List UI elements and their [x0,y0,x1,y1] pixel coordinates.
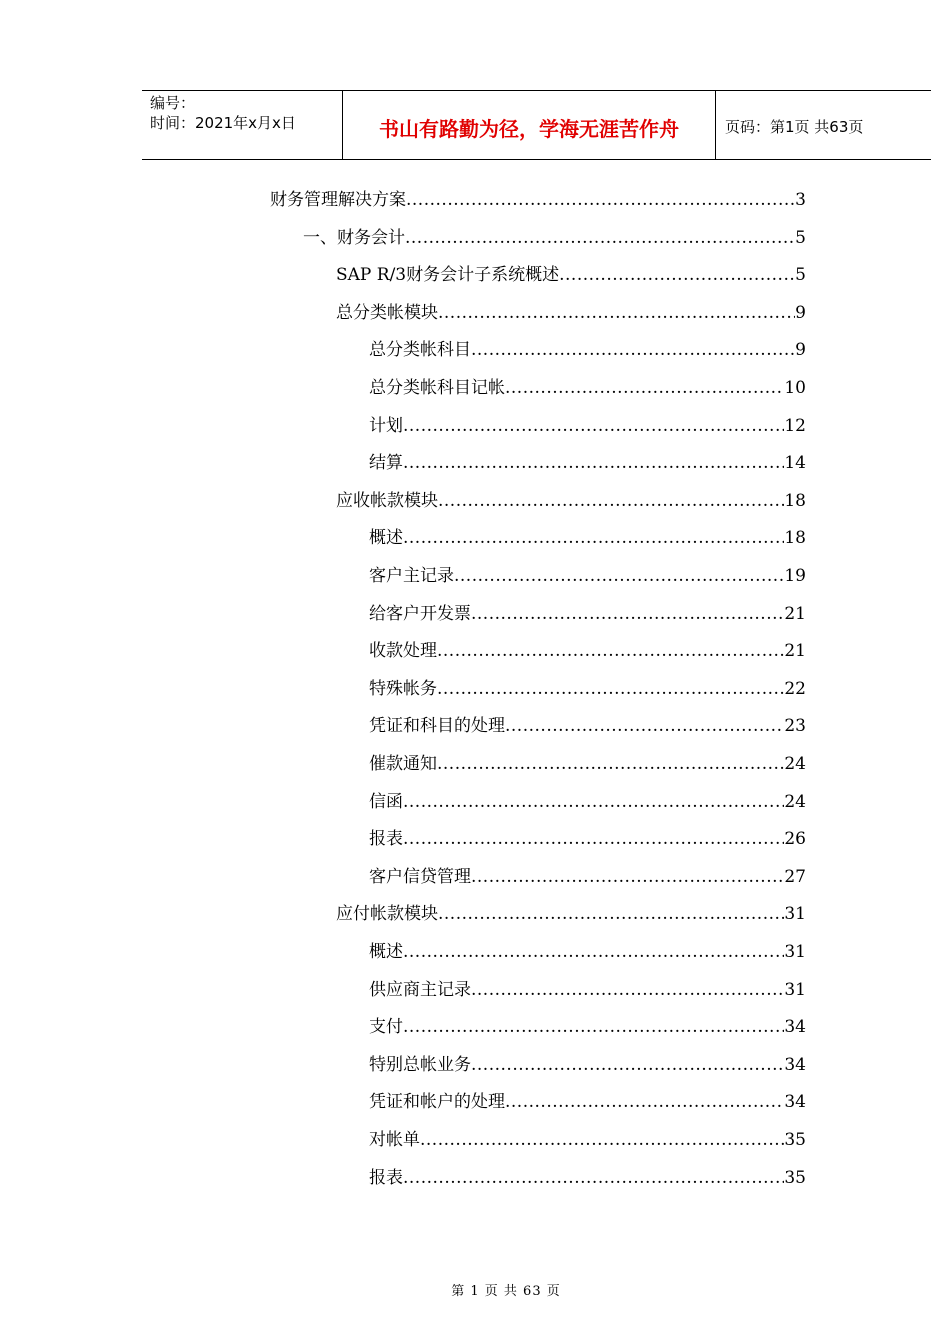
toc-entry-title: 客户信贷管理 [369,867,471,887]
toc-entry-page: 10 [784,378,806,398]
toc-leader-dots [405,227,795,249]
toc-entry-title: 特别总帐业务 [369,1055,471,1075]
toc-entry-page: 26 [784,829,806,849]
toc-entry-page: 5 [795,228,806,248]
toc-leader-dots [471,1054,784,1076]
toc-entry-title: 应收帐款模块 [336,491,438,511]
toc-entry-page: 18 [784,491,806,511]
toc-leader-dots [505,377,784,399]
number-label: 编号： [150,94,196,112]
toc-entry-title: 应付帐款模块 [336,904,438,924]
toc-entry-title: 概述 [369,942,403,962]
toc-entry[interactable] [303,221,806,249]
toc-leader-dots [403,452,784,474]
toc-entry[interactable] [369,409,806,437]
toc-entry-title: 凭证和科目的处理 [369,716,505,736]
toc-entry[interactable] [369,822,806,850]
toc-entry[interactable] [369,935,806,963]
toc-leader-dots [471,866,784,888]
toc-entry-page: 22 [784,679,806,699]
toc-entry-page: 31 [784,942,806,962]
toc-entry-title: 供应商主记录 [369,980,471,1000]
toc-entry-page: 27 [784,867,806,887]
toc-leader-dots [471,979,784,1001]
toc-entry[interactable] [369,672,806,700]
toc-entry[interactable] [369,709,806,737]
toc-entry[interactable] [369,747,806,775]
toc-entry-title: 总分类帐科目记帐 [369,378,505,398]
header-motto: 书山有路勤为径，学海无涯苦作舟 [343,91,716,159]
toc-entry-page: 12 [784,416,806,436]
toc-leader-dots [403,415,784,437]
toc-entry-title: 催款通知 [369,754,437,774]
toc-leader-dots [454,565,784,587]
toc-entry-title: 特殊帐务 [369,679,437,699]
toc-entry-page: 31 [784,904,806,924]
toc-leader-dots [559,264,795,286]
toc-leader-dots [505,715,784,737]
toc-entry[interactable] [336,897,806,925]
toc-leader-dots [403,527,784,549]
toc-leader-dots [403,1167,784,1189]
toc-entry-page: 14 [784,453,806,473]
toc-leader-dots [406,189,795,211]
toc-entry-page: 24 [784,754,806,774]
toc-entry-title: 报表 [369,829,403,849]
toc-entry-title: 报表 [369,1168,403,1188]
toc-entry[interactable] [369,634,806,662]
toc-entry-page: 34 [784,1017,806,1037]
toc-entry[interactable] [369,1085,806,1113]
toc-leader-dots [403,791,784,813]
page-footer: 第 1 页 共 63 页 [451,1284,561,1299]
toc-entry-page: 21 [784,641,806,661]
toc-leader-dots [437,753,784,775]
toc-entry-page: 9 [795,303,806,323]
toc-entry[interactable] [336,296,806,324]
toc-entry-title: 总分类帐科目 [369,340,471,360]
toc-entry-title: 计划 [369,416,403,436]
toc-entry-title: 一、财务会计 [303,228,405,248]
toc-entry-page: 18 [784,528,806,548]
toc-leader-dots [403,1016,784,1038]
toc-entry[interactable] [369,559,806,587]
toc-entry[interactable] [369,597,806,625]
toc-entry-page: 34 [784,1055,806,1075]
toc-leader-dots [437,640,784,662]
toc-entry[interactable] [369,333,806,361]
toc-leader-dots [438,903,784,925]
toc-leader-dots [420,1129,784,1151]
toc-entry[interactable] [369,1161,806,1189]
toc-entry-title: 财务管理解决方案 [270,190,406,210]
toc-entry-page: 9 [795,340,806,360]
page-header [142,90,931,160]
toc-leader-dots [403,828,784,850]
toc-entry-page: 5 [795,265,806,285]
toc-entry[interactable] [369,1010,806,1038]
toc-entry-title: 对帐单 [369,1130,420,1150]
toc-entry[interactable] [369,860,806,888]
toc-leader-dots [471,603,784,625]
toc-entry-title: 信函 [369,792,403,812]
toc-entry-title: 结算 [369,453,403,473]
toc-entry-page: 31 [784,980,806,1000]
toc-entry[interactable] [369,973,806,1001]
toc-entry-page: 35 [784,1130,806,1150]
toc-entry-page: 24 [784,792,806,812]
toc-entry-title: SAP R/3财务会计子系统概述 [336,265,560,285]
toc-entry-title: 客户主记录 [369,566,454,586]
toc-entry[interactable] [369,446,806,474]
toc-entry[interactable] [369,1123,806,1151]
toc-leader-dots [437,678,784,700]
toc-entry-title: 凭证和帐户的处理 [369,1092,505,1112]
toc-entry[interactable] [336,258,806,286]
toc-entry[interactable] [270,183,806,211]
toc-entry-page: 3 [795,190,806,210]
toc-entry-title: 给客户开发票 [369,604,471,624]
toc-entry-title: 支付 [369,1017,403,1037]
toc-leader-dots [438,490,784,512]
toc-entry-page: 34 [784,1092,806,1112]
toc-entry[interactable] [336,484,806,512]
toc-entry-page: 21 [784,604,806,624]
time-label: 时间：2021年x月x日 [150,114,296,132]
toc-leader-dots [505,1091,784,1113]
toc-entry[interactable] [369,521,806,549]
toc-entry-title: 收款处理 [369,641,437,661]
toc-entry[interactable] [369,371,806,399]
toc-entry[interactable] [369,1048,806,1076]
toc-leader-dots [438,302,795,324]
header-page-info: 页码：第1页 共63页 [725,117,864,136]
toc-entry-title: 总分类帐模块 [336,303,438,323]
toc-entry[interactable] [369,785,806,813]
toc-leader-dots [471,339,795,361]
toc-leader-dots [403,941,784,963]
toc-entry-page: 23 [784,716,806,736]
header-info-cell [142,91,343,159]
toc-entry-page: 19 [784,566,806,586]
toc-entry-title: 概述 [369,528,403,548]
toc-entry-page: 35 [784,1168,806,1188]
